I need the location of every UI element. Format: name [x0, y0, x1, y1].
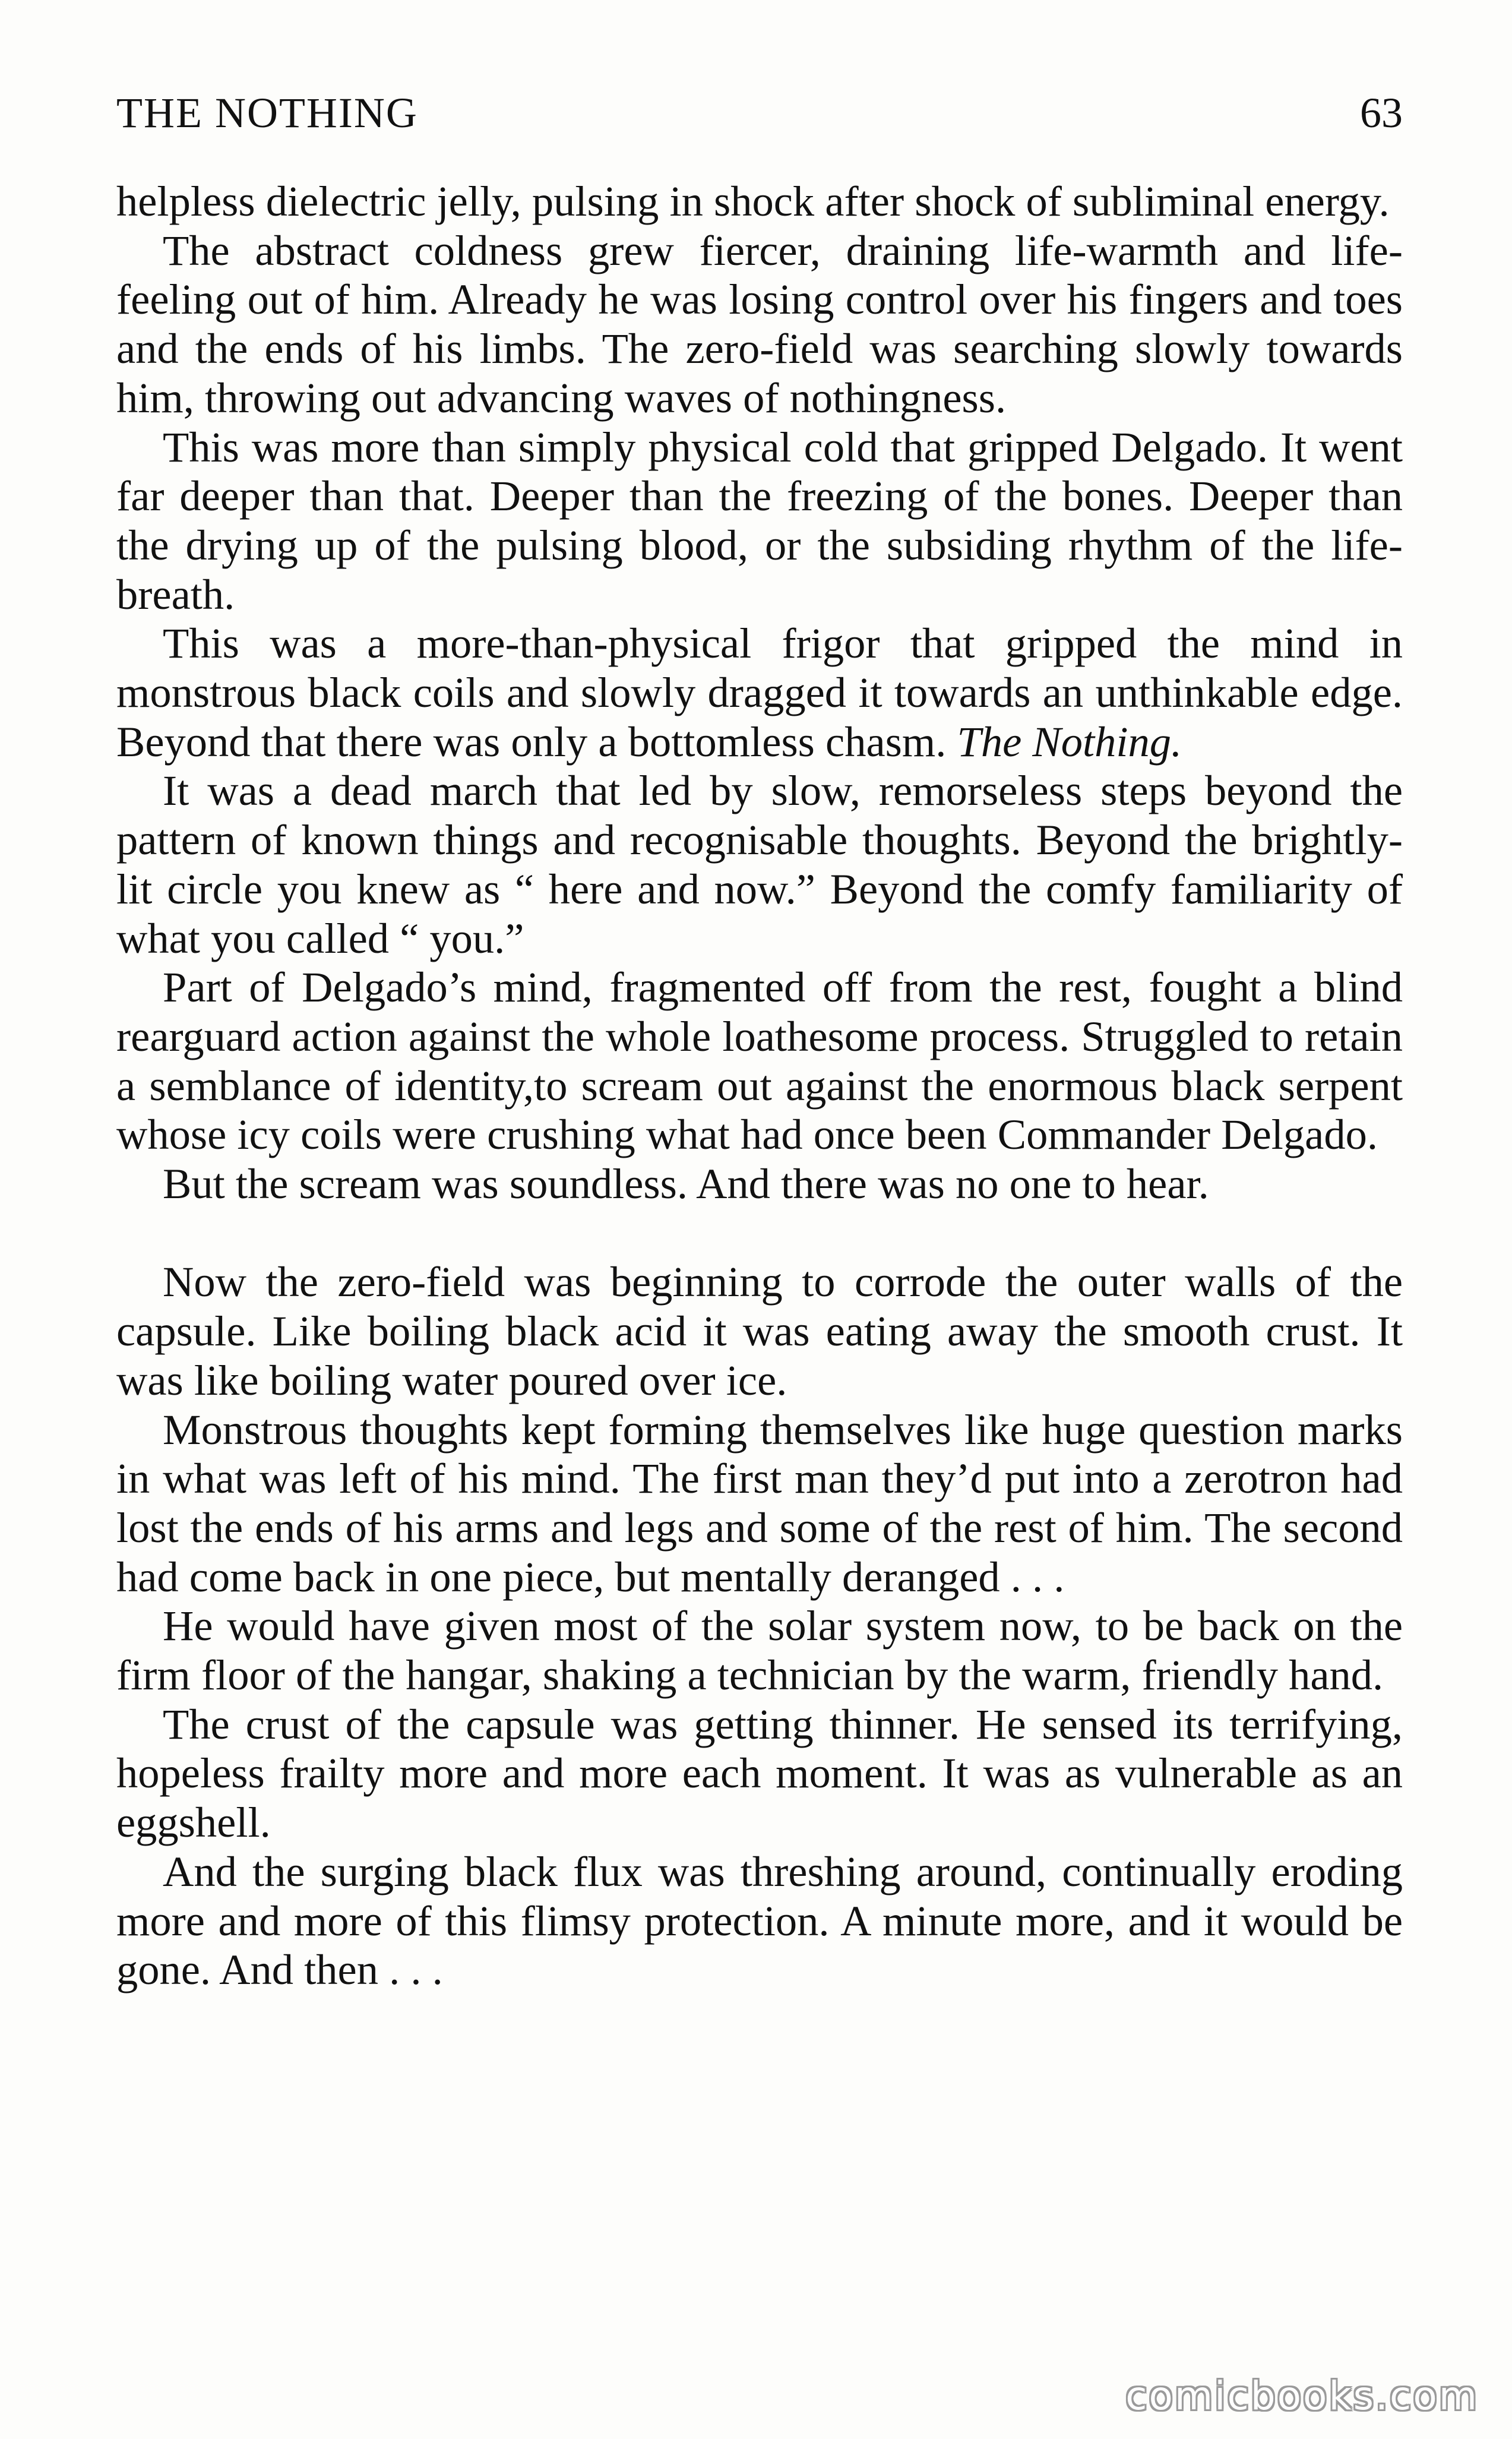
paragraph: [116, 423, 1403, 620]
paragraph: [116, 1160, 1403, 1209]
watermark: comicbooks.com: [1125, 2373, 1479, 2419]
paragraph-text: helpless dielectric jelly, pulsing in shock after shock of subliminal energy.: [116, 177, 1390, 225]
page-number: 63: [1360, 89, 1403, 137]
paragraph: [116, 1405, 1403, 1602]
paragraph-text: Now the zero-field was beginning to corrode the outer walls of the capsule. Like boiling black acid it was eating away the smooth crust. It was like boiling water poured over ice.: [116, 1258, 1403, 1404]
paragraph-text: The crust of the capsule was getting thinner. He sensed its terrifying, hopeless frailty more and more each moment. It was as vulnerable as an eggshell.: [116, 1699, 1403, 1847]
italic-phrase: The Nothing.: [957, 717, 1182, 766]
paragraph: [116, 1847, 1403, 1995]
paragraph: [116, 619, 1403, 766]
paragraph: [116, 766, 1403, 963]
paragraph-text: And the surging black flux was threshing around, continually eroding more and more of this flimsy protection. A minute more, and it would be gone. And then . . .: [116, 1847, 1403, 1994]
paragraph: [116, 177, 1403, 226]
paragraph-text: It was a dead march that led by slow, remorseless steps beyond the pattern of known things and recognisable thoughts. Beyond the brightly-lit circle you knew as “ here and now.” Beyond the comfy familiarity of what you called “ you.”: [116, 766, 1403, 962]
paragraph: [116, 963, 1403, 1160]
paragraph: [116, 1258, 1403, 1405]
paragraph-text: But the scream was soundless. And there was no one to hear.: [163, 1160, 1209, 1208]
body-text: [116, 177, 1403, 1995]
running-title: THE NOTHING: [116, 89, 418, 137]
paragraph-text: He would have given most of the solar system now, to be back on the firm floor of the hangar, shaking a technician by the warm, friendly hand.: [116, 1601, 1403, 1699]
paragraph-text: Monstrous thoughts kept forming themselves like huge question marks in what was left of his mind. The first man they’d put into a zerotron had lost the ends of his arms and legs and some of the rest of him. The second had come back in one piece, but mentally deranged . . .: [116, 1405, 1403, 1601]
paragraph-text: This was a more-than-physical frigor that gripped the mind in monstrous black coils and slowly dragged it towards an unthinkable edge. Beyond that there was only a bottomless chasm.: [116, 619, 1403, 766]
paragraph: [116, 226, 1403, 423]
paragraph: [116, 1700, 1403, 1847]
running-head: [116, 83, 1403, 143]
paragraph: [116, 1601, 1403, 1699]
paragraph-text: This was more than simply physical cold that gripped Delgado. It went far deeper than that. Deeper than the freezing of the bones. Deeper than the drying up of the pulsing blood, or the subsiding rhythm of the life-breath.: [116, 422, 1403, 618]
paragraph-text: Part of Delgado’s mind, fragmented off from the rest, fought a blind rearguard action against the whole loathesome process. Struggled to retain a semblance of identity,to scream out against the enormous black serpent whose icy coils were crushing what had once been Commander Delgado.: [116, 963, 1403, 1159]
paragraph-text: The abstract coldness grew fiercer, draining life-warmth and life-feeling out of him. Already he was losing control over his fingers and toes and the ends of his limbs. The zero-field was searching slowly towards him, throwing out advancing waves of nothingness.: [116, 226, 1403, 422]
